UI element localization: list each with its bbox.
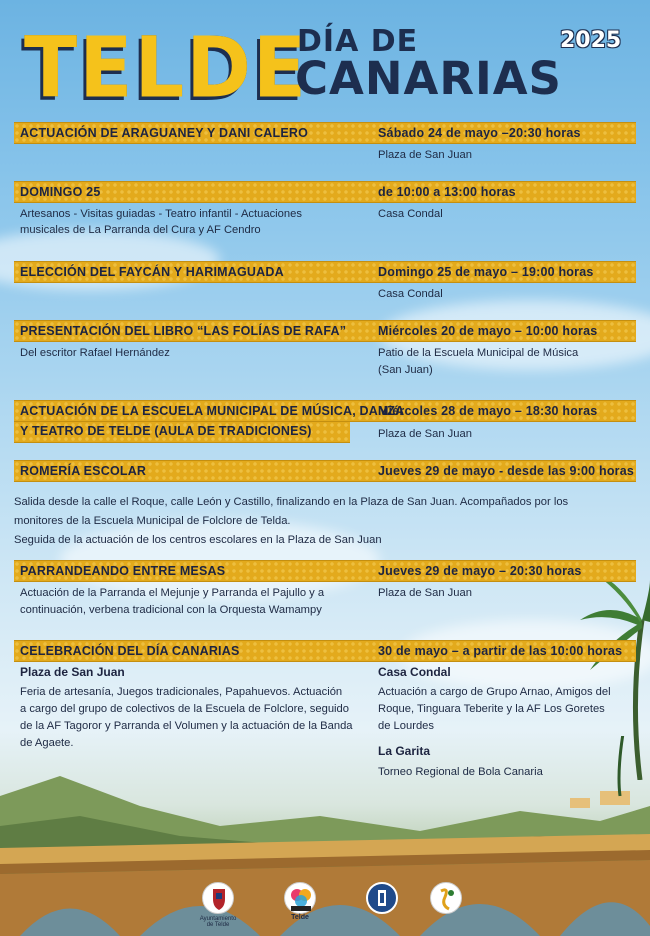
event-description-line: monitores de la Escuela Municipal de Folclore de Telda. xyxy=(14,515,291,527)
event-description-line: de la AF Tagoror y Parranda el Volumen y la actuación de la Banda xyxy=(20,720,353,732)
event-title: ACTUACIÓN DE ARAGUANEY Y DANI CALERO xyxy=(20,126,309,140)
title-canarias: CANARIAS xyxy=(295,52,562,105)
event-time: Miércoles 28 de mayo – 18:30 horas xyxy=(378,404,598,418)
event-band xyxy=(14,181,636,203)
event-subvenue: Plaza de San Juan xyxy=(20,665,125,679)
event-description-line: continuación, verbena tradicional con la Orquesta Wamampy xyxy=(20,604,322,616)
palm-tree-illustration xyxy=(560,560,650,780)
escudo-icon xyxy=(202,882,234,914)
event-time: de 10:00 a 13:00 horas xyxy=(378,185,516,199)
event-venue: Casa Condal xyxy=(378,208,443,220)
event-venue: Plaza de San Juan xyxy=(378,587,472,599)
logo-caption: Ayuntamiento de Telde xyxy=(199,916,237,928)
event-title-line: Y TEATRO DE TELDE (AULA DE TRADICIONES) xyxy=(20,424,312,438)
event-time: Sábado 24 de mayo –20:30 horas xyxy=(378,126,581,140)
event-title: CELEBRACIÓN DEL DÍA CANARIAS xyxy=(20,644,240,658)
event-time: Jueves 29 de mayo – 20:30 horas xyxy=(378,564,582,578)
event-description-line: Feria de artesanía, Juegos tradicionales, Papahuevos. Actuación xyxy=(20,686,343,698)
event-description-line: de Lourdes xyxy=(378,720,434,732)
event-description-line: Torneo Regional de Bola Canaria xyxy=(378,766,543,778)
event-time: 30 de mayo – a partir de las 10:00 horas xyxy=(378,644,623,658)
telde-brand-icon xyxy=(284,882,316,914)
institution-icon xyxy=(366,882,398,914)
event-description-line: Actuación a cargo de Grupo Arnao, Amigos del xyxy=(378,686,611,698)
event-description-line: Artesanos - Visitas guiadas - Teatro infantil - Actuaciones xyxy=(20,208,302,220)
event-venue-line: (San Juan) xyxy=(378,364,433,376)
event-time: Jueves 29 de mayo - desde las 9:00 horas xyxy=(378,464,635,478)
title-dia-de: DÍA DE xyxy=(297,24,419,59)
event-venue-line: Patio de la Escuela Municipal de Música xyxy=(378,347,579,359)
event-description-line: a cargo del grupo de colectivos de la Escuela de Folclore, seguido xyxy=(20,703,349,715)
event-title: PRESENTACIÓN DEL LIBRO “LAS FOLÍAS DE RAFA” xyxy=(20,324,347,338)
event-description-line: de Agaete. xyxy=(20,737,74,749)
title-telde: TELDE xyxy=(24,20,309,118)
folclore-icon xyxy=(430,882,462,914)
bridge-landscape-illustration xyxy=(0,736,650,936)
event-subvenue: Casa Condal xyxy=(378,665,451,679)
event-description-line: Roque, Tinguara Teberite y la AF Los Goretes xyxy=(378,703,605,715)
event-venue: Plaza de San Juan xyxy=(378,149,472,161)
title-year: 2025 xyxy=(560,28,622,53)
event-title: PARRANDEANDO ENTRE MESAS xyxy=(20,564,226,578)
event-description-line: Seguida de la actuación de los centros escolares en la Plaza de San Juan xyxy=(14,534,382,546)
event-title: ROMERÍA ESCOLAR xyxy=(20,464,147,478)
event-description-line: Actuación de la Parranda el Mejunje y Parranda el Pajullo y a xyxy=(20,587,325,599)
event-subvenue: La Garita xyxy=(378,744,431,758)
event-venue: Casa Condal xyxy=(378,288,443,300)
event-title: ELECCIÓN DEL FAYCÁN Y HARIMAGUADA xyxy=(20,265,284,279)
event-title-line: ACTUACIÓN DE LA ESCUELA MUNICIPAL DE MÚSICA, DANZA xyxy=(20,404,405,418)
event-venue: Plaza de San Juan xyxy=(378,428,472,440)
logo-caption: Telde xyxy=(291,914,309,921)
event-description-line: musicales de La Parranda del Cura y AF Cendro xyxy=(20,224,261,236)
event-title: DOMINGO 25 xyxy=(20,185,101,199)
event-time: Miércoles 20 de mayo – 10:00 horas xyxy=(378,324,598,338)
event-description-line: Salida desde la calle el Roque, calle León y Castillo, finalizando en la Plaza de San Juan. Acompañados por los xyxy=(14,496,569,508)
event-time: Domingo 25 de mayo – 19:00 horas xyxy=(378,265,594,279)
event-description: Del escritor Rafael Hernández xyxy=(20,347,170,359)
